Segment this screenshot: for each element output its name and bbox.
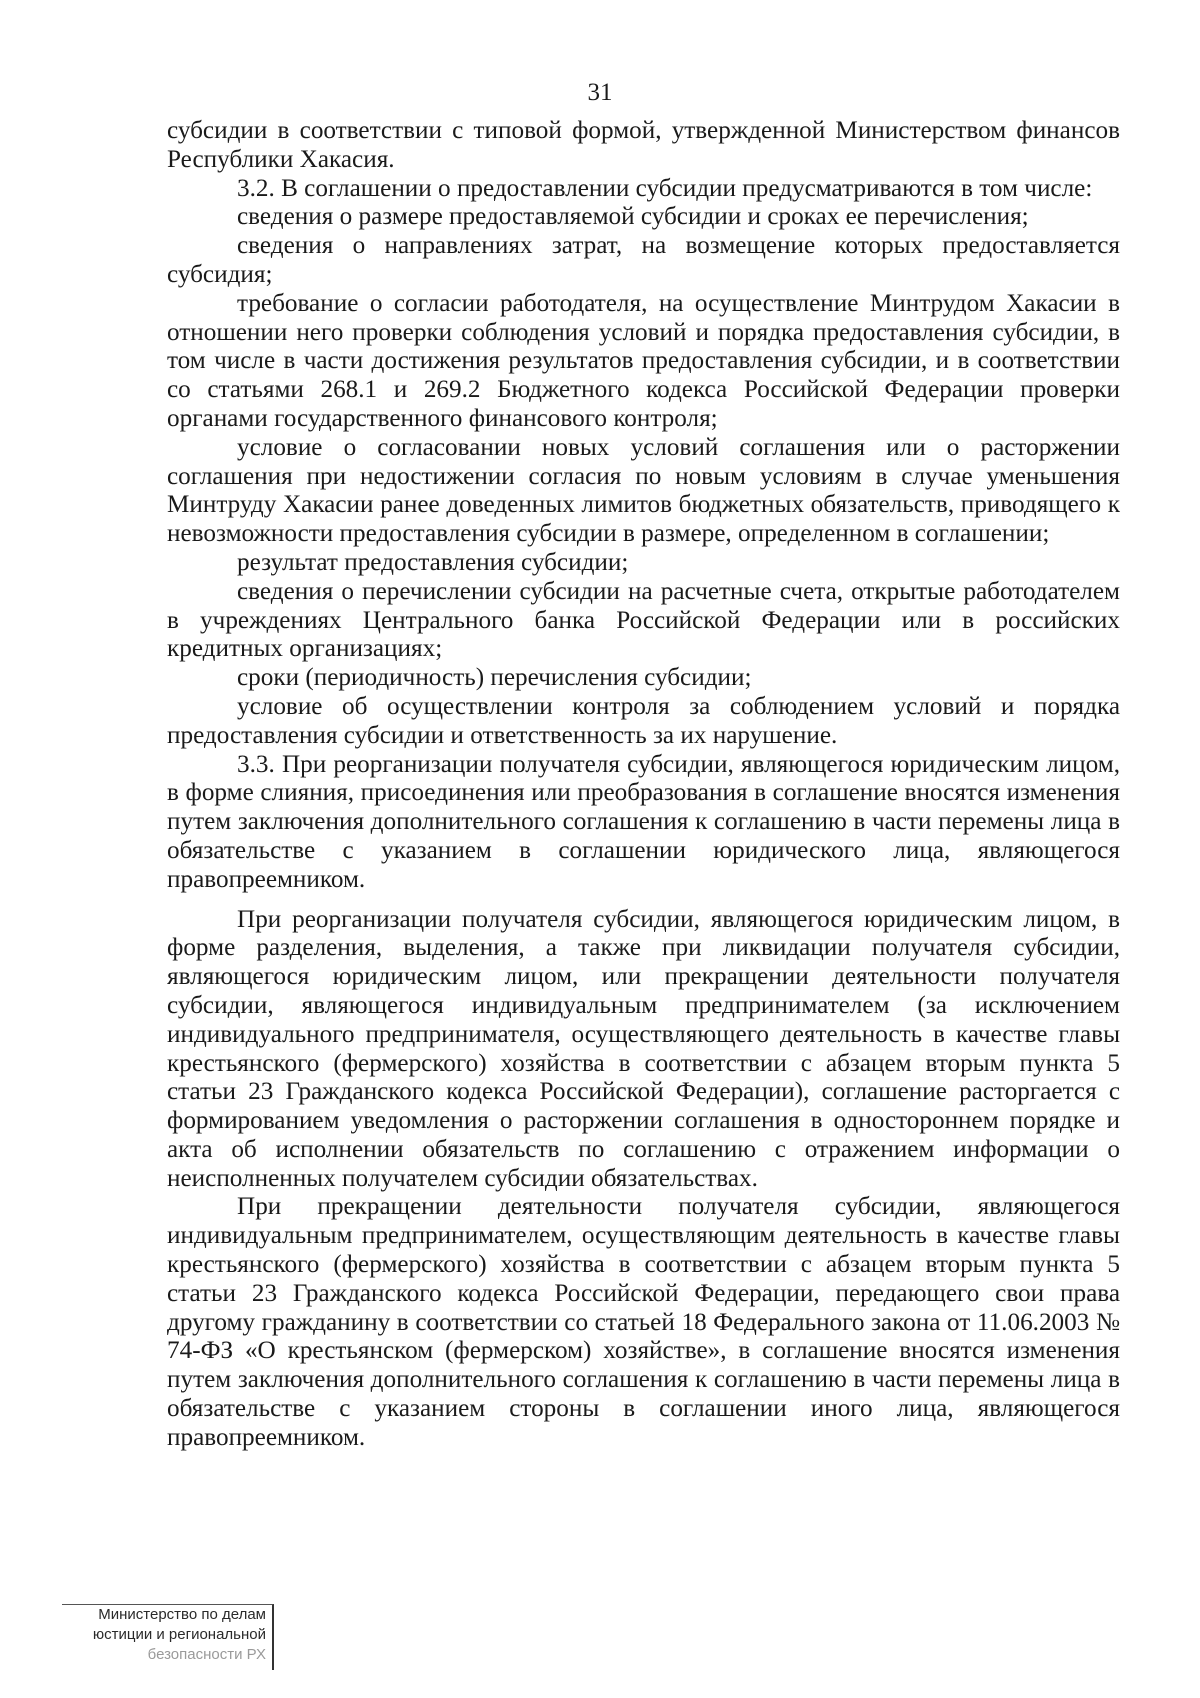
paragraph: сведения о размере предоставляемой субсидии и сроках ее перечисления;: [237, 203, 1029, 231]
paragraph: 3.3. При реорганизации получателя субсидии, являющегося юридическим лицом, в форме слияния, присоединения или преобразования в соглашение вносятся изменения путем заключения дополнительного соглашения к соглашению в части перемены лица в обязательстве с указанием в соглашении юридического лица, являющегося правопреемником.: [167, 750, 1120, 893]
paragraph: условие об осуществлении контроля за соблюдением условий и порядка предоставления субсидии и ответственность за их нарушение.: [167, 692, 1120, 749]
paragraph: результат предоставления субсидии;: [237, 548, 629, 576]
stamp-line: безопасности РХ: [147, 1646, 266, 1663]
stamp-line: Министерство по делам: [98, 1606, 266, 1623]
paragraph: сведения о перечислении субсидии на расчетные счета, открытые работодателем в учреждениях Центрального банка Российской Федерации или в российских кредитных организациях;: [167, 577, 1120, 663]
paragraph: сведения о направлениях затрат, на возмещение которых предоставляется субсидия;: [167, 232, 1120, 288]
paragraph: условие о согласовании новых условий соглашения или о расторжении соглашения при недостижении согласия по новым условиям в случае уменьшения Минтруду Хакасии ранее доведенных лимитов бюджетных обязательств, приводящего к невозможности предоставления субсидии в размере, определенном в соглашении;: [167, 433, 1120, 548]
paragraph: 3.2. В соглашении о предоставлении субсидии предусматриваются в том числе:: [237, 174, 1093, 202]
paragraph: требование о согласии работодателя, на осуществление Минтрудом Хакасии в отношении него проверки соблюдения условий и порядка предоставления субсидии, в том числе в части достижения результатов предоставления субсидии, и в соответствии со статьями 268.1 и 269.2 Бюджетного кодекса Российской Федерации проверки органами государственного финансового контроля;: [167, 289, 1120, 432]
page-number: 31: [587, 79, 613, 106]
stamp-line: юстиции и региональной: [92, 1626, 266, 1643]
paragraph: При реорганизации получателя субсидии, являющегося юридическим лицом, в форме разделения, выделения, а также при ликвидации получателя субсидии, являющегося юридическим лицом, или прекращении деятельности получателя субсидии, являющегося индивидуальным предпринимателем (за исключением индивидуального предпринимателя, осуществляющего деятельность в качестве главы крестьянского (фермерского) хозяйства в соответствии с абзацем вторым пункта 5 статьи 23 Гражданского кодекса Российской Федерации), соглашение расторгается с формированием уведомления о расторжении соглашения в одностороннем порядке и акта об исполнении обязательств по соглашению с отражением информации о неисполненных получателем субсидии обязательствах.: [167, 905, 1120, 1192]
paragraph: сроки (периодичность) перечисления субсидии;: [237, 664, 752, 692]
document-body: [167, 117, 1120, 1453]
paragraph: субсидии в соответствии с типовой формой, утвержденной Министерством финансов Республики Хакасия.: [167, 117, 1120, 173]
registration-stamp: [62, 1604, 274, 1670]
paragraph: При прекращении деятельности получателя субсидии, являющегося индивидуальным предпринимателем, осуществляющим деятельность в качестве главы крестьянского (фермерского) хозяйства в соответствии с абзацем вторым пункта 5 статьи 23 Гражданского кодекса Российской Федерации, передающего свои права другому гражданину в соответствии со статьей 18 Федерального закона от 11.06.2003 № 74-ФЗ «О крестьянском (фермерском) хозяйстве», в соглашение вносятся изменения путем заключения дополнительного соглашения к соглашению в части перемены лица в обязательстве с указанием стороны в соглашении иного лица, являющегося правопреемником.: [167, 1193, 1120, 1451]
